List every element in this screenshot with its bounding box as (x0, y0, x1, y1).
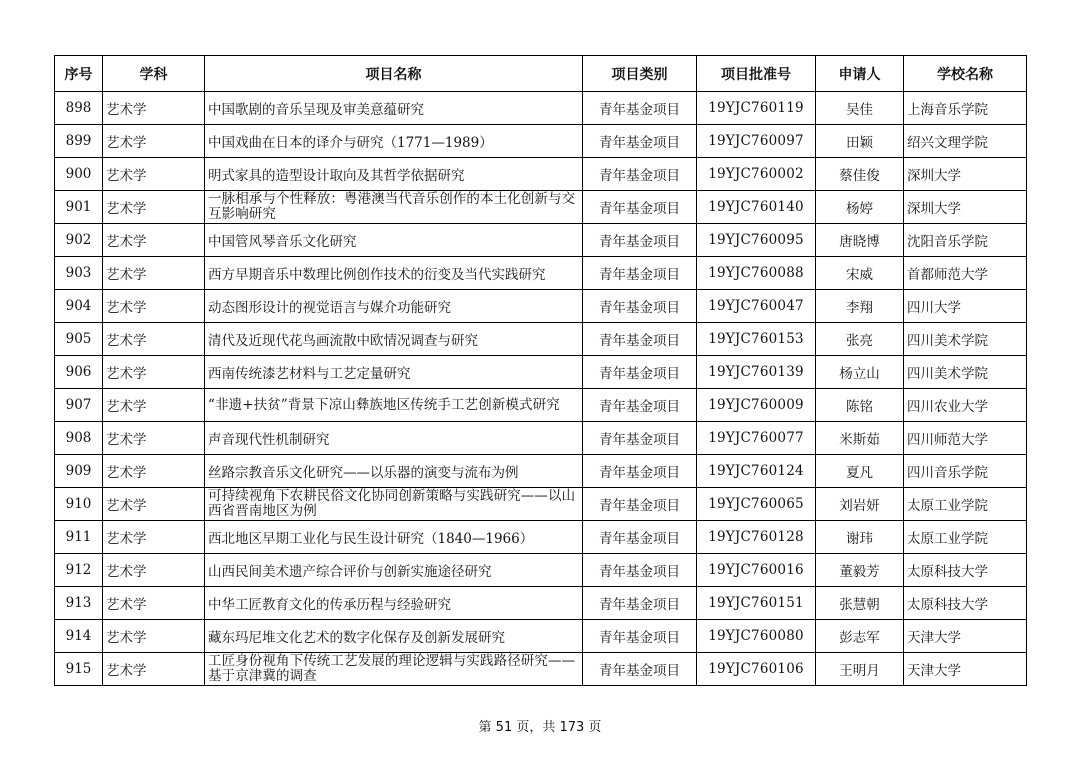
cell-no: 913 (55, 587, 103, 620)
cell-no: 909 (55, 455, 103, 488)
cell-applicant: 陈铭 (816, 389, 904, 422)
cell-subject: 艺术学 (103, 125, 205, 158)
cell-no: 900 (55, 158, 103, 191)
cell-school: 太原工业学院 (904, 521, 1027, 554)
table-row (55, 620, 1027, 653)
cell-project-type: 青年基金项目 (583, 125, 697, 158)
cell-subject: 艺术学 (103, 389, 205, 422)
cell-applicant: 宋威 (816, 257, 904, 290)
cell-applicant: 王明月 (816, 653, 904, 686)
cell-project-type: 青年基金项目 (583, 290, 697, 323)
cell-no: 903 (55, 257, 103, 290)
cell-project-type: 青年基金项目 (583, 356, 697, 389)
table-row (55, 455, 1027, 488)
header-no: 序号 (55, 56, 103, 92)
table-row (55, 257, 1027, 290)
table-row (55, 356, 1027, 389)
cell-project-name: 中国歌剧的音乐呈现及审美意蕴研究 (205, 92, 583, 125)
cell-project-type: 青年基金项目 (583, 554, 697, 587)
cell-applicant: 唐晓博 (816, 224, 904, 257)
cell-project-type: 青年基金项目 (583, 224, 697, 257)
cell-subject: 艺术学 (103, 92, 205, 125)
cell-subject: 艺术学 (103, 554, 205, 587)
cell-school: 太原科技大学 (904, 554, 1027, 587)
table-row (55, 389, 1027, 422)
cell-approval-no: 19YJC760106 (697, 653, 816, 686)
cell-subject: 艺术学 (103, 224, 205, 257)
table-row (55, 488, 1027, 521)
cell-school: 天津大学 (904, 620, 1027, 653)
cell-no: 899 (55, 125, 103, 158)
cell-subject: 艺术学 (103, 323, 205, 356)
cell-project-name: 中华工匠教育文化的传承历程与经验研究 (205, 587, 583, 620)
cell-no: 910 (55, 488, 103, 521)
cell-project-type: 青年基金项目 (583, 488, 697, 521)
cell-approval-no: 19YJC760153 (697, 323, 816, 356)
cell-applicant: 刘岩妍 (816, 488, 904, 521)
header-applicant: 申请人 (816, 56, 904, 92)
table-row (55, 224, 1027, 257)
cell-project-type: 青年基金项目 (583, 521, 697, 554)
cell-applicant: 张亮 (816, 323, 904, 356)
cell-approval-no: 19YJC760047 (697, 290, 816, 323)
cell-project-name: 声音现代性机制研究 (205, 422, 583, 455)
table-row (55, 587, 1027, 620)
cell-project-name: 中国戏曲在日本的译介与研究（1771—1989） (205, 125, 583, 158)
cell-school: 太原科技大学 (904, 587, 1027, 620)
cell-applicant: 蔡佳俊 (816, 158, 904, 191)
cell-applicant: 张慧朝 (816, 587, 904, 620)
cell-applicant: 吴佳 (816, 92, 904, 125)
cell-project-type: 青年基金项目 (583, 323, 697, 356)
cell-project-name: 动态图形设计的视觉语言与媒介功能研究 (205, 290, 583, 323)
table-header-row (55, 56, 1027, 92)
cell-subject: 艺术学 (103, 653, 205, 686)
cell-approval-no: 19YJC760151 (697, 587, 816, 620)
page-number: 第 51 页，共 173 页 (478, 720, 602, 735)
cell-no: 904 (55, 290, 103, 323)
header-project-name: 项目名称 (205, 56, 583, 92)
header-project-type: 项目类别 (583, 56, 697, 92)
cell-applicant: 谢玮 (816, 521, 904, 554)
cell-project-type: 青年基金项目 (583, 587, 697, 620)
cell-project-name: 中国管风琴音乐文化研究 (205, 224, 583, 257)
cell-project-type: 青年基金项目 (583, 422, 697, 455)
cell-applicant: 田颖 (816, 125, 904, 158)
cell-no: 898 (55, 92, 103, 125)
cell-applicant: 杨婷 (816, 191, 904, 224)
header-approval-no: 项目批准号 (697, 56, 816, 92)
cell-school: 四川美术学院 (904, 323, 1027, 356)
cell-no: 907 (55, 389, 103, 422)
cell-subject: 艺术学 (103, 257, 205, 290)
table-row (55, 554, 1027, 587)
cell-subject: 艺术学 (103, 422, 205, 455)
table-row (55, 653, 1027, 686)
cell-project-name: 丝路宗教音乐文化研究——以乐器的演变与流布为例 (205, 455, 583, 488)
cell-applicant: 彭志军 (816, 620, 904, 653)
cell-project-name: 西北地区早期工业化与民生设计研究（1840—1966） (205, 521, 583, 554)
cell-applicant: 夏凡 (816, 455, 904, 488)
cell-project-type: 青年基金项目 (583, 158, 697, 191)
cell-approval-no: 19YJC760097 (697, 125, 816, 158)
cell-project-type: 青年基金项目 (583, 389, 697, 422)
cell-applicant: 杨立山 (816, 356, 904, 389)
table-body (55, 92, 1027, 686)
cell-project-name: 藏东玛尼堆文化艺术的数字化保存及创新发展研究 (205, 620, 583, 653)
cell-school: 首都师范大学 (904, 257, 1027, 290)
cell-subject: 艺术学 (103, 158, 205, 191)
cell-project-type: 青年基金项目 (583, 257, 697, 290)
table-row (55, 191, 1027, 224)
project-table (54, 55, 1027, 686)
cell-approval-no: 19YJC760124 (697, 455, 816, 488)
cell-approval-no: 19YJC760002 (697, 158, 816, 191)
cell-project-name: 可持续视角下农耕民俗文化协同创新策略与实践研究——以山西省晋南地区为例 (205, 488, 583, 521)
header-school: 学校名称 (904, 56, 1027, 92)
cell-no: 912 (55, 554, 103, 587)
cell-project-name: 明式家具的造型设计取向及其哲学依据研究 (205, 158, 583, 191)
cell-project-name: 西方早期音乐中数理比例创作技术的衍变及当代实践研究 (205, 257, 583, 290)
cell-approval-no: 19YJC760140 (697, 191, 816, 224)
cell-no: 901 (55, 191, 103, 224)
cell-project-type: 青年基金项目 (583, 92, 697, 125)
cell-project-type: 青年基金项目 (583, 455, 697, 488)
cell-approval-no: 19YJC760095 (697, 224, 816, 257)
cell-applicant: 米斯茹 (816, 422, 904, 455)
cell-project-type: 青年基金项目 (583, 191, 697, 224)
cell-approval-no: 19YJC760128 (697, 521, 816, 554)
cell-no: 915 (55, 653, 103, 686)
cell-no: 908 (55, 422, 103, 455)
cell-project-name: 山西民间美术遗产综合评价与创新实施途径研究 (205, 554, 583, 587)
cell-school: 四川美术学院 (904, 356, 1027, 389)
cell-approval-no: 19YJC760088 (697, 257, 816, 290)
cell-approval-no: 19YJC760077 (697, 422, 816, 455)
table-row (55, 323, 1027, 356)
cell-approval-no: 19YJC760139 (697, 356, 816, 389)
cell-subject: 艺术学 (103, 488, 205, 521)
cell-project-type: 青年基金项目 (583, 620, 697, 653)
cell-approval-no: 19YJC760080 (697, 620, 816, 653)
table-row (55, 125, 1027, 158)
cell-school: 深圳大学 (904, 191, 1027, 224)
cell-no: 911 (55, 521, 103, 554)
cell-no: 905 (55, 323, 103, 356)
cell-approval-no: 19YJC760016 (697, 554, 816, 587)
cell-project-name: 工匠身份视角下传统工艺发展的理论逻辑与实践路径研究——基于京津冀的调查 (205, 653, 583, 686)
cell-approval-no: 19YJC760009 (697, 389, 816, 422)
cell-approval-no: 19YJC760065 (697, 488, 816, 521)
cell-school: 绍兴文理学院 (904, 125, 1027, 158)
cell-approval-no: 19YJC760119 (697, 92, 816, 125)
table-row (55, 422, 1027, 455)
cell-school: 四川大学 (904, 290, 1027, 323)
cell-project-name: 一脉相承与个性释放：粤港澳当代音乐创作的本土化创新与交互影响研究 (205, 191, 583, 224)
cell-subject: 艺术学 (103, 356, 205, 389)
cell-school: 沈阳音乐学院 (904, 224, 1027, 257)
table-row (55, 92, 1027, 125)
cell-school: 深圳大学 (904, 158, 1027, 191)
cell-subject: 艺术学 (103, 290, 205, 323)
cell-project-name: “非遗+扶贫”背景下凉山彝族地区传统手工艺创新模式研究 (205, 389, 583, 422)
cell-project-name: 清代及近现代花鸟画流散中欧情况调查与研究 (205, 323, 583, 356)
cell-subject: 艺术学 (103, 587, 205, 620)
cell-school: 上海音乐学院 (904, 92, 1027, 125)
cell-no: 914 (55, 620, 103, 653)
cell-subject: 艺术学 (103, 620, 205, 653)
cell-applicant: 董毅芳 (816, 554, 904, 587)
cell-school: 四川农业大学 (904, 389, 1027, 422)
cell-project-type: 青年基金项目 (583, 653, 697, 686)
cell-subject: 艺术学 (103, 191, 205, 224)
cell-project-name: 西南传统漆艺材料与工艺定量研究 (205, 356, 583, 389)
cell-school: 四川音乐学院 (904, 455, 1027, 488)
cell-no: 902 (55, 224, 103, 257)
table-row (55, 290, 1027, 323)
cell-school: 天津大学 (904, 653, 1027, 686)
cell-school: 太原工业学院 (904, 488, 1027, 521)
cell-subject: 艺术学 (103, 455, 205, 488)
table-row (55, 521, 1027, 554)
table-row (55, 158, 1027, 191)
header-subject: 学科 (103, 56, 205, 92)
cell-applicant: 李翔 (816, 290, 904, 323)
cell-no: 906 (55, 356, 103, 389)
cell-school: 四川师范大学 (904, 422, 1027, 455)
cell-subject: 艺术学 (103, 521, 205, 554)
